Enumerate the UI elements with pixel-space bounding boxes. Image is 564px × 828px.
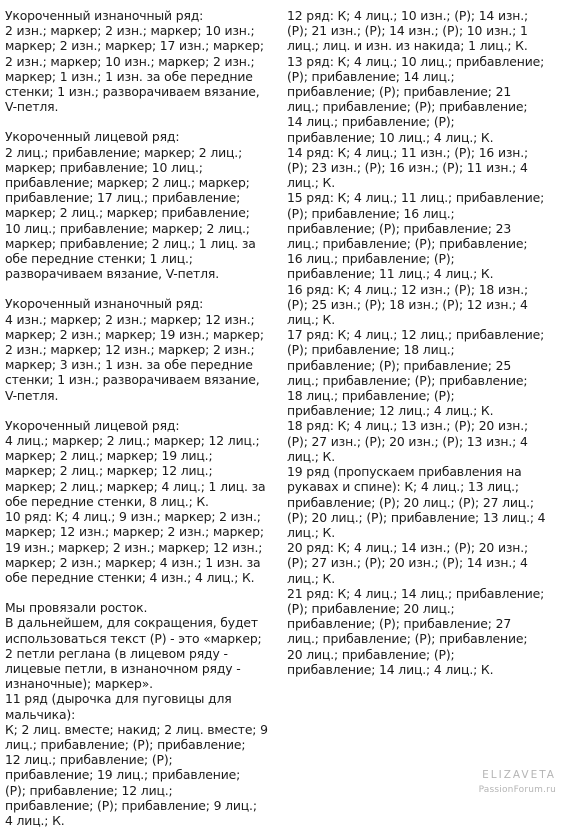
text-line: маркер; 2 лиц.; маркер; 12 лиц.; [5, 463, 213, 479]
text-line: прибавление; 19 лиц.; прибавление; [5, 767, 241, 783]
text-line: 10 лиц.; прибавление; маркер; 2 лиц.; [5, 220, 250, 236]
text-line: 16 ряд: К; 4 лиц.; 12 изн.; (Р); 18 изн.; [287, 281, 529, 297]
paragraph-gap [5, 281, 285, 296]
text-line: обе передние стенки; 1 лиц.; [5, 251, 193, 267]
text-line: 21 ряд: К; 4 лиц.; 14 лиц.; прибавление; [287, 585, 545, 601]
paragraph-gap [5, 114, 285, 129]
paragraph-gap [5, 585, 285, 600]
text-line: маркер; 2 изн.; маркер; 4 изн.; 1 изн. за [5, 554, 261, 570]
text-line: стенки; 1 изн.; разворачиваем вязание, [5, 84, 260, 100]
paragraph [5, 418, 285, 585]
text-line: (Р); прибавление; 14 лиц.; [287, 68, 455, 84]
text-line: 2 изн.; маркер; 12 изн.; маркер; 2 изн.; [5, 342, 255, 358]
text-line: лиц.; прибавление; (Р); прибавление; [287, 372, 528, 388]
text-line: В дальнейшем, для сокращения, будет [5, 615, 258, 631]
text-line: маркер; 2 изн.; маркер; 19 изн.; маркер; [5, 326, 264, 342]
text-line: стенки; 1 изн.; разворачиваем вязание, [5, 372, 260, 388]
text-line: Укороченный лицевой ряд: [5, 129, 180, 145]
watermark-name: ELIZAVETA [482, 769, 556, 781]
text-line: лицевые петли, в изнаночном ряду - [5, 660, 241, 676]
text-line: 11 ряд (дырочка для пуговицы для [5, 691, 232, 707]
text-line: лиц.; лиц. и изн. из накида; 1 лиц.; К. [287, 38, 528, 54]
text-line: прибавление; (Р); прибавление; 27 [287, 616, 512, 632]
paragraph [5, 129, 285, 281]
paragraph [5, 8, 285, 114]
text-line: 18 лиц.; прибавление; (Р); [287, 388, 455, 404]
text-line: Укороченный изнаночный ряд: [5, 8, 204, 23]
text-line: лиц.; К. [287, 175, 335, 191]
text-line: маркер; 12 изн.; маркер; 2 изн.; маркер; [5, 524, 264, 540]
text-line: прибавление; 10 лиц.; 4 лиц.; К. [287, 129, 494, 145]
text-line: 17 ряд: К; 4 лиц.; 12 лиц.; прибавление; [287, 327, 545, 343]
text-line: разворачиваем вязание, V-петля. [5, 266, 219, 282]
text-line: 18 ряд: К; 4 лиц.; 13 изн.; (Р); 20 изн.; [287, 418, 529, 434]
text-line: 2 изн.; маркер; 2 изн.; маркер; 10 изн.; [5, 23, 255, 39]
text-line: мальчика): [5, 706, 76, 722]
text-line: прибавление; 17 лиц.; прибавление; [5, 190, 241, 206]
text-line: прибавление; маркер; 2 лиц.; маркер; [5, 175, 250, 191]
text-line: 14 лиц.; прибавление; (Р); [287, 114, 455, 130]
text-line: (Р); прибавление; 16 лиц.; [287, 205, 455, 221]
text-line: маркер; 3 изн.; 1 изн. за обе передние [5, 357, 253, 373]
text-line: прибавление; 11 лиц.; 4 лиц.; К. [287, 266, 494, 282]
text-line: (Р); 21 изн.; (Р); 14 изн.; (Р); 10 изн.; 1 [287, 23, 528, 39]
paragraph-gap [5, 403, 285, 418]
text-line: Укороченный лицевой ряд: [5, 417, 180, 433]
watermark-site: PassionForum.ru [478, 785, 556, 795]
text-line: Мы провязали росток. [5, 600, 148, 616]
text-line: V-петля. [5, 387, 59, 403]
paragraph [5, 600, 285, 828]
text-line: лиц.; К. [287, 570, 335, 586]
right-column [287, 8, 562, 677]
text-line: (Р); 20 лиц.; (Р); прибавление; 13 лиц.; 4 [287, 509, 546, 525]
text-line: 2 петли реглана (в лицевом ряду - [5, 645, 228, 661]
text-line: 4 лиц.; К. [5, 812, 65, 828]
text-line: (Р); 23 изн.; (Р); 16 изн.; (Р); 11 изн.; 4 [287, 160, 528, 176]
text-line: прибавление; 12 лиц.; 4 лиц.; К. [287, 403, 494, 419]
text-line: лиц.; К. [287, 524, 335, 540]
text-line: Укороченный изнаночный ряд: [5, 296, 204, 312]
text-line: лиц.; прибавление; (Р); прибавление; [5, 736, 246, 752]
text-line: маркер; 2 лиц.; маркер; 4 лиц.; 1 лиц. за [5, 478, 266, 494]
text-line: 20 лиц.; прибавление; (Р); [287, 646, 455, 662]
text-line: 10 ряд: К; 4 лиц.; 9 изн.; маркер; 2 изн.; [5, 509, 261, 525]
text-line: (Р); прибавление; 12 лиц.; [5, 782, 173, 798]
text-line: (Р); прибавление; 20 лиц.; [287, 600, 455, 616]
text-line: 19 изн.; маркер; 2 изн.; маркер; 12 изн.; [5, 539, 263, 555]
text-line: изнаночные); маркер». [5, 676, 153, 692]
text-line: 12 лиц.; прибавление; (Р); [5, 752, 173, 768]
text-line: рукавах и спине): К; 4 лиц.; 13 лиц.; [287, 479, 519, 495]
text-line: (Р); прибавление; 18 лиц.; [287, 342, 455, 358]
paragraph [287, 8, 562, 677]
text-line: маркер; прибавление; 10 лиц.; [5, 159, 203, 175]
text-line: обе передние стенки, 8 лиц.; К. [5, 493, 209, 509]
text-line: прибавление; (Р); прибавление; 25 [287, 357, 512, 373]
text-line: маркер; 2 изн.; маркер; 17 изн.; маркер; [5, 38, 264, 54]
text-line: прибавление; (Р); прибавление; 21 [287, 84, 512, 100]
text-line: (Р); 25 изн.; (Р); 18 изн.; (Р); 12 изн.; 4 [287, 296, 528, 312]
text-line: V-петля. [5, 99, 59, 115]
text-line: К; 2 лиц. вместе; накид; 2 лиц. вместе; 9 [5, 721, 268, 737]
text-line: прибавление; (Р); прибавление; 9 лиц.; [5, 797, 257, 813]
text-line: лиц.; прибавление; (Р); прибавление; [287, 631, 528, 647]
text-line: 20 ряд: К; 4 лиц.; 14 изн.; (Р); 20 изн.; [287, 540, 529, 556]
text-line: 12 ряд: К; 4 лиц.; 10 изн.; (Р); 14 изн.; [287, 8, 529, 23]
paragraph [5, 296, 285, 402]
text-line: маркер; прибавление; 2 лиц.; 1 лиц. за [5, 235, 256, 251]
text-line: 14 ряд: К; 4 лиц.; 11 изн.; (Р); 16 изн.; [287, 144, 529, 160]
text-line: использоваться текст (Р) - это «маркер; [5, 630, 262, 646]
text-line: 2 изн.; маркер; 10 изн.; маркер; 2 изн.; [5, 53, 255, 69]
text-line: лиц.; К. [287, 312, 335, 328]
text-line: прибавление; (Р); 20 лиц.; (Р); 27 лиц.; [287, 494, 534, 510]
text-line: 16 лиц.; прибавление; (Р); [287, 251, 455, 267]
text-line: 13 ряд: К; 4 лиц.; 10 лиц.; прибавление; [287, 53, 545, 69]
text-line: (Р); 27 изн.; (Р); 20 изн.; (Р); 14 изн.; 4 [287, 555, 528, 571]
text-line: лиц.; К. [287, 448, 335, 464]
text-line: 4 лиц.; маркер; 2 лиц.; маркер; 12 лиц.; [5, 433, 260, 449]
text-line: обе передние стенки; 4 изн.; 4 лиц.; К. [5, 569, 255, 585]
text-line: прибавление; 14 лиц.; 4 лиц.; К. [287, 661, 494, 677]
text-line: 2 лиц.; прибавление; маркер; 2 лиц.; [5, 144, 243, 160]
text-line: 15 ряд: К; 4 лиц.; 11 лиц.; прибавление; [287, 190, 545, 206]
text-line: маркер; 2 лиц.; маркер; прибавление; [5, 205, 250, 221]
text-line: 19 ряд (пропускаем прибавления на [287, 464, 522, 480]
text-line: маркер; 2 лиц.; маркер; 19 лиц.; [5, 448, 213, 464]
text-line: маркер; 1 изн.; 1 изн. за обе передние [5, 68, 253, 84]
text-line: прибавление; (Р); прибавление; 23 [287, 220, 512, 236]
text-line: (Р); 27 изн.; (Р); 20 изн.; (Р); 13 изн.; 4 [287, 433, 528, 449]
text-line: лиц.; прибавление; (Р); прибавление; [287, 99, 528, 115]
left-column [5, 8, 285, 828]
text-line: 4 изн.; маркер; 2 изн.; маркер; 12 изн.; [5, 311, 255, 327]
text-line: лиц.; прибавление; (Р); прибавление; [287, 236, 528, 252]
